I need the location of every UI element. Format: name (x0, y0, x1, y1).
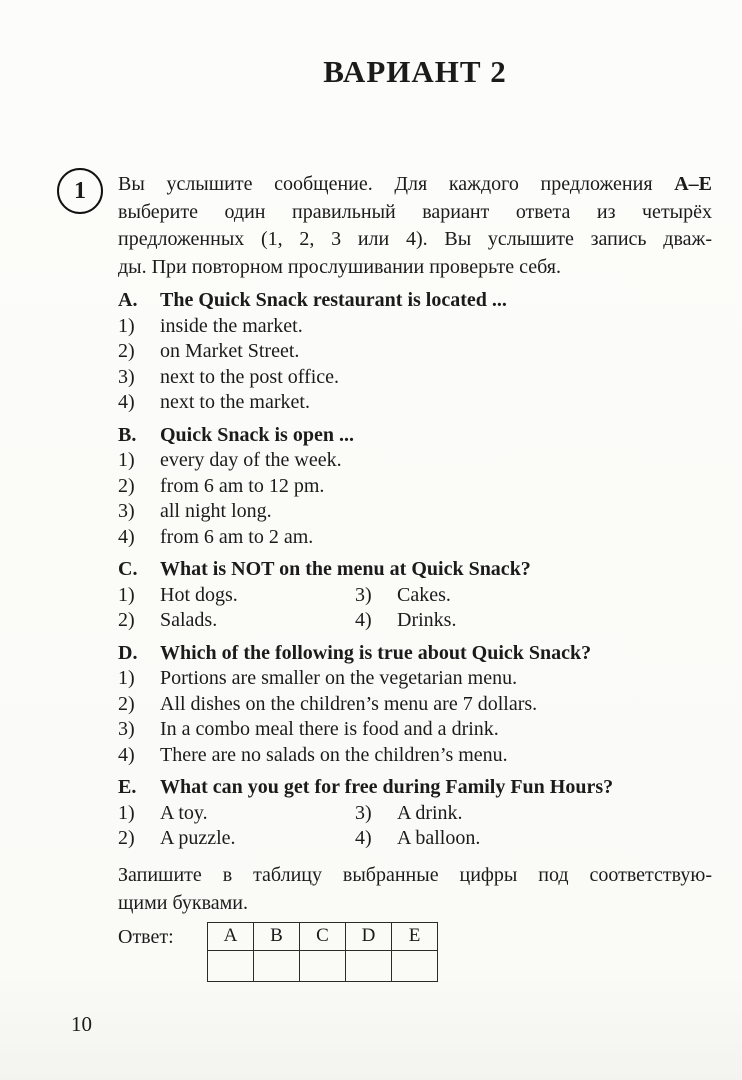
option-number: 3) (118, 718, 135, 740)
option-text: Portions are smaller on the vegetarian menu. (160, 667, 518, 689)
option-B3 (118, 499, 712, 525)
question-text: The Quick Snack restaurant is located ... (160, 289, 507, 311)
option-text: Drinks. (397, 609, 457, 631)
option-number: 4) (118, 391, 135, 413)
option-text: A toy. (160, 801, 208, 824)
answer-cell-A[interactable] (208, 950, 254, 981)
task-instruction (118, 171, 712, 281)
option-text: Hot dogs. (160, 583, 238, 606)
option-B2 (118, 474, 712, 500)
option-E2 (118, 826, 355, 852)
option-number: 4) (355, 827, 372, 849)
option-number: 4) (118, 525, 135, 548)
question-D-heading (118, 641, 712, 667)
task-number: 1 (74, 177, 86, 204)
question-A-heading (118, 288, 712, 314)
option-number: 1) (118, 801, 135, 824)
option-text: A balloon. (397, 827, 481, 849)
option-text: next to the post office. (160, 365, 340, 388)
option-A3 (118, 365, 712, 391)
answer-table-header-row (208, 922, 438, 950)
instruction-line: щими буквами. (118, 891, 249, 914)
option-B1 (118, 448, 712, 474)
question-letter: E. (118, 776, 137, 798)
option-number: 1) (118, 314, 135, 337)
options-row (118, 826, 712, 852)
option-C1 (118, 583, 355, 609)
option-number: 2) (118, 340, 135, 362)
option-number: 3) (355, 583, 372, 606)
options-row (118, 583, 712, 609)
option-text: from 6 am to 2 am. (160, 525, 314, 548)
task-content (74, 171, 713, 982)
option-number: 2) (118, 474, 135, 497)
option-B4 (118, 525, 712, 551)
question-letter: B. (118, 423, 137, 446)
option-D2 (118, 692, 712, 718)
question-letter: A. (118, 289, 138, 311)
option-text: every day of the week. (160, 449, 342, 471)
option-number: 2) (118, 827, 135, 849)
page-title: ВАРИАНТ 2 (323, 54, 507, 89)
option-number: 3) (355, 801, 372, 824)
answer-header-D: D (346, 922, 392, 950)
option-number: 2) (118, 609, 135, 631)
option-text: from 6 am to 12 pm. (160, 474, 325, 497)
option-number: 4) (355, 609, 372, 631)
task-number-badge (57, 168, 103, 214)
question-C-heading (118, 557, 712, 583)
option-E3 (355, 801, 463, 827)
option-C4 (355, 608, 456, 634)
option-text: A puzzle. (160, 827, 236, 849)
answer-header-A: А (208, 922, 254, 950)
question-B-heading (118, 423, 712, 449)
option-number: 1) (118, 449, 135, 471)
question-text: What is NOT on the menu at Quick Snack? (160, 558, 531, 580)
option-text: All dishes on the children’s menu are 7 dollars. (160, 692, 538, 715)
answer-header-E: Е (392, 922, 438, 950)
answer-cell-B[interactable] (254, 950, 300, 981)
option-text: In a combo meal there is food and a drink. (160, 718, 499, 740)
instruction-line: ды. При повторном прослушивании проверьте себя. (118, 255, 561, 278)
instruction-line: предложенных (1, 2, 3 или 4). Вы услышите запись дваж- (118, 228, 712, 250)
option-number: 3) (118, 500, 135, 522)
question-B (118, 423, 712, 551)
write-answers-instruction (118, 861, 712, 917)
question-E (118, 775, 712, 852)
instruction-line: выберите один правильный вариант ответа из четырёх (118, 200, 712, 223)
question-E-heading (118, 775, 712, 801)
question-text: Which of the following is true about Quick Snack? (160, 641, 592, 664)
answer-table-input-row (208, 950, 438, 981)
option-text: on Market Street. (160, 340, 300, 362)
option-number: 1) (118, 667, 135, 689)
options-row (118, 608, 712, 634)
option-A2 (118, 339, 712, 365)
options-row (118, 801, 712, 827)
option-A1 (118, 314, 712, 340)
question-C (118, 557, 712, 634)
option-number: 3) (118, 365, 135, 388)
question-D (118, 641, 712, 769)
question-letter: C. (118, 558, 138, 580)
question-text: Quick Snack is open ... (160, 423, 354, 446)
option-number: 2) (118, 692, 135, 715)
option-text: Salads. (160, 609, 218, 631)
option-D3 (118, 717, 712, 743)
option-E1 (118, 801, 355, 827)
option-A4 (118, 390, 712, 416)
question-A (118, 288, 712, 416)
question-text: What can you get for free during Family Fun Hours? (160, 776, 614, 798)
question-letter: D. (118, 641, 138, 664)
option-text: next to the market. (160, 391, 310, 413)
answer-header-B: В (254, 922, 300, 950)
answer-section (118, 922, 712, 982)
answer-cell-C[interactable] (300, 950, 346, 981)
answer-cell-D[interactable] (346, 950, 392, 981)
option-D1 (118, 666, 712, 692)
page-number: 10 (71, 1012, 92, 1036)
option-text: There are no salads on the children’s menu. (160, 743, 508, 766)
letter-range: А–Е (674, 173, 713, 195)
option-text: inside the market. (160, 314, 303, 337)
instruction-line (118, 171, 712, 199)
option-C2 (118, 608, 355, 634)
answer-cell-E[interactable] (392, 950, 438, 981)
option-text: Cakes. (397, 583, 451, 606)
option-text: A drink. (397, 801, 463, 824)
answer-table (207, 922, 438, 982)
answer-label: Ответ: (118, 925, 174, 948)
instruction-text: Вы услышите сообщение. Для каждого предложения (118, 173, 653, 195)
instruction-line: Запишите в таблицу выбранные цифры под соответствую- (118, 863, 712, 886)
answer-header-C: С (300, 922, 346, 950)
option-C3 (355, 583, 451, 609)
option-D4 (118, 743, 712, 769)
option-text: all night long. (160, 500, 272, 522)
option-number: 1) (118, 583, 135, 606)
option-number: 4) (118, 743, 135, 766)
option-E4 (355, 826, 480, 852)
